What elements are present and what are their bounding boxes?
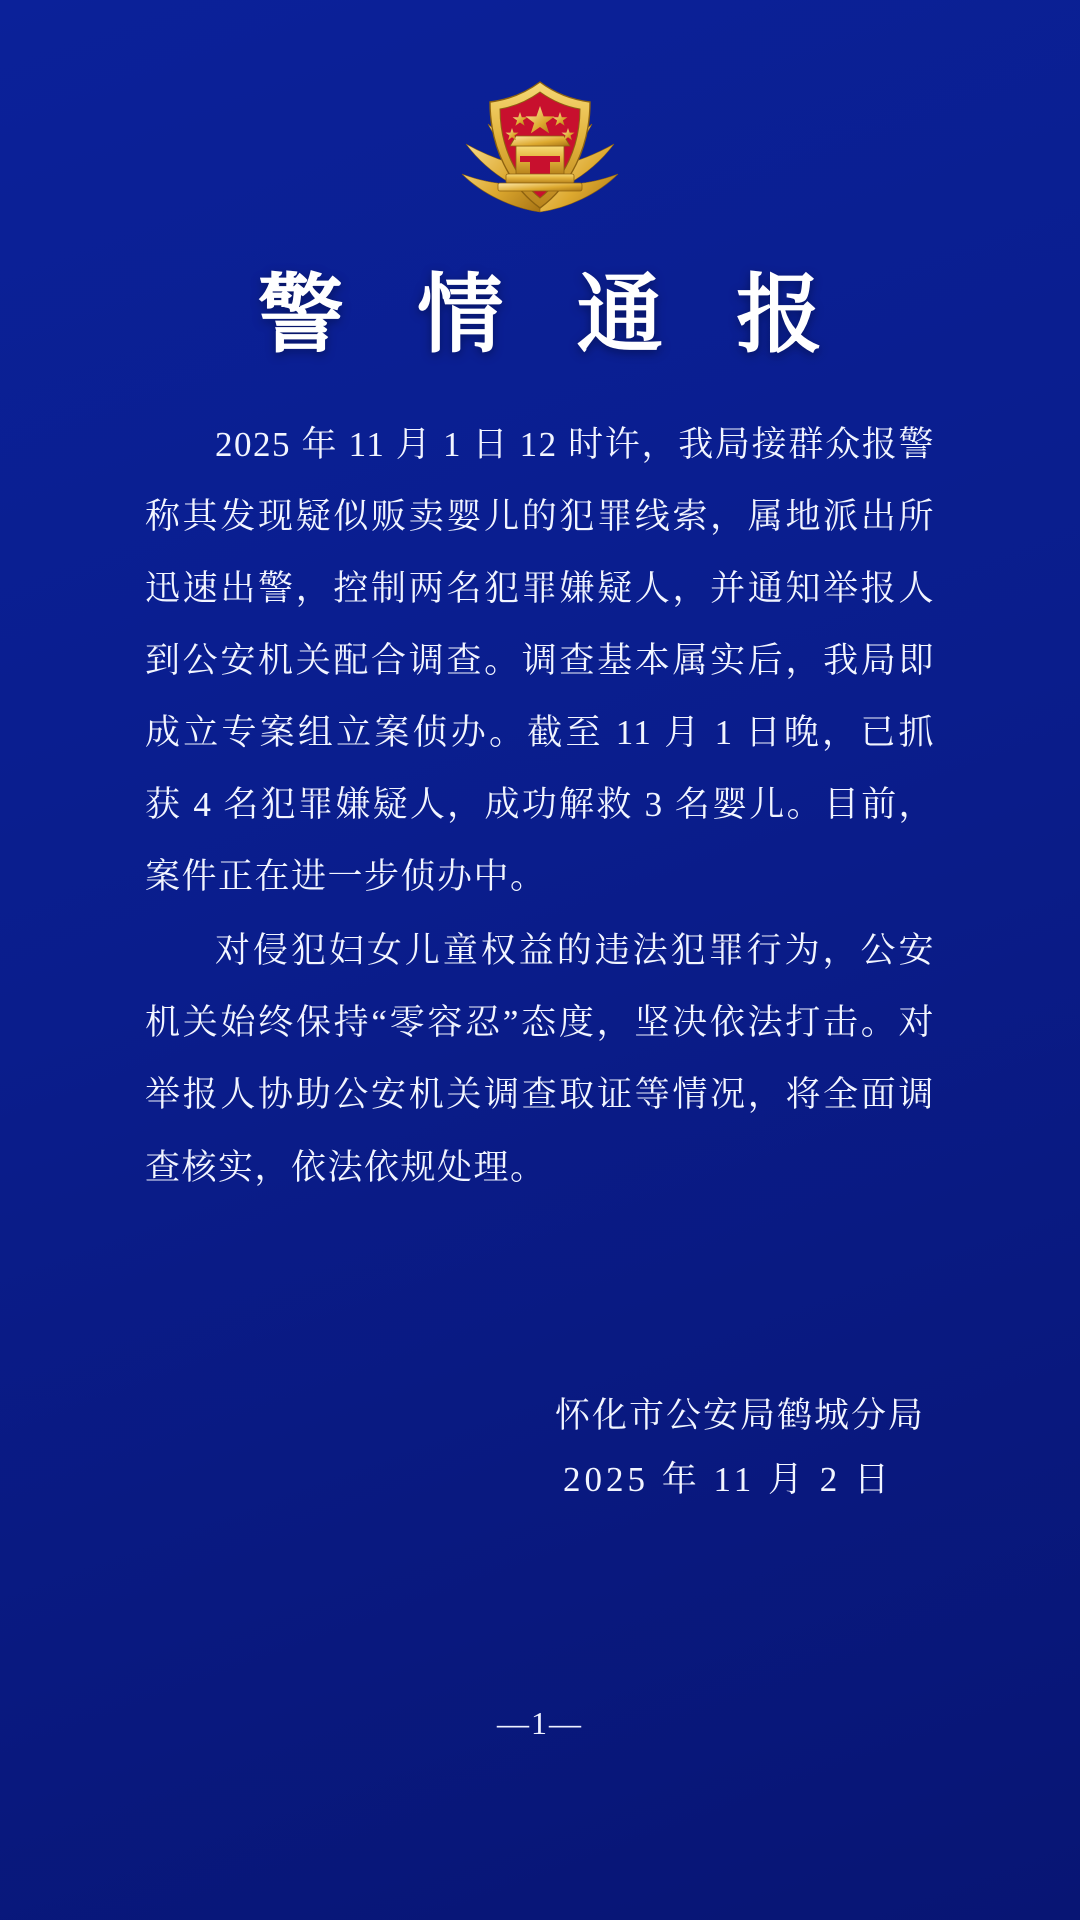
issuing-organization: 怀化市公安局鹤城分局 [554,1395,925,1435]
page-number: —1— [497,1705,583,1741]
notice-paragraph-2: 对侵犯妇女儿童权益的违法犯罪行为，公安机关始终保持“零容忍”态度，坚决依法打击。对举报人协助公安机关调查取证等情况，将全面调查核实，依法依规处理。 [145,931,935,1187]
signature-block [145,1384,935,1514]
notice-paragraph-1: 2025 年 11 月 1 日 12 时许，我局接群众报警称其发现疑似贩卖婴儿的犯罪线索，属地派出所迅速出警，控制两名犯罪嫌疑人，并通知举报人到公安机关配合调查。调查基本属实后，我局即成立专案组立案侦办。截至 11 月 1 日晚，已抓获 4 名犯罪嫌疑人，成功解救 3 名婴儿。目前，案件正在进一步侦办中。 [145,424,935,897]
issue-date: 2025 年 11 月 2 日 [563,1460,893,1500]
page-title: 警 情 通 报 [257,267,849,363]
notice-body [145,409,935,1204]
police-badge-icon [420,62,660,242]
